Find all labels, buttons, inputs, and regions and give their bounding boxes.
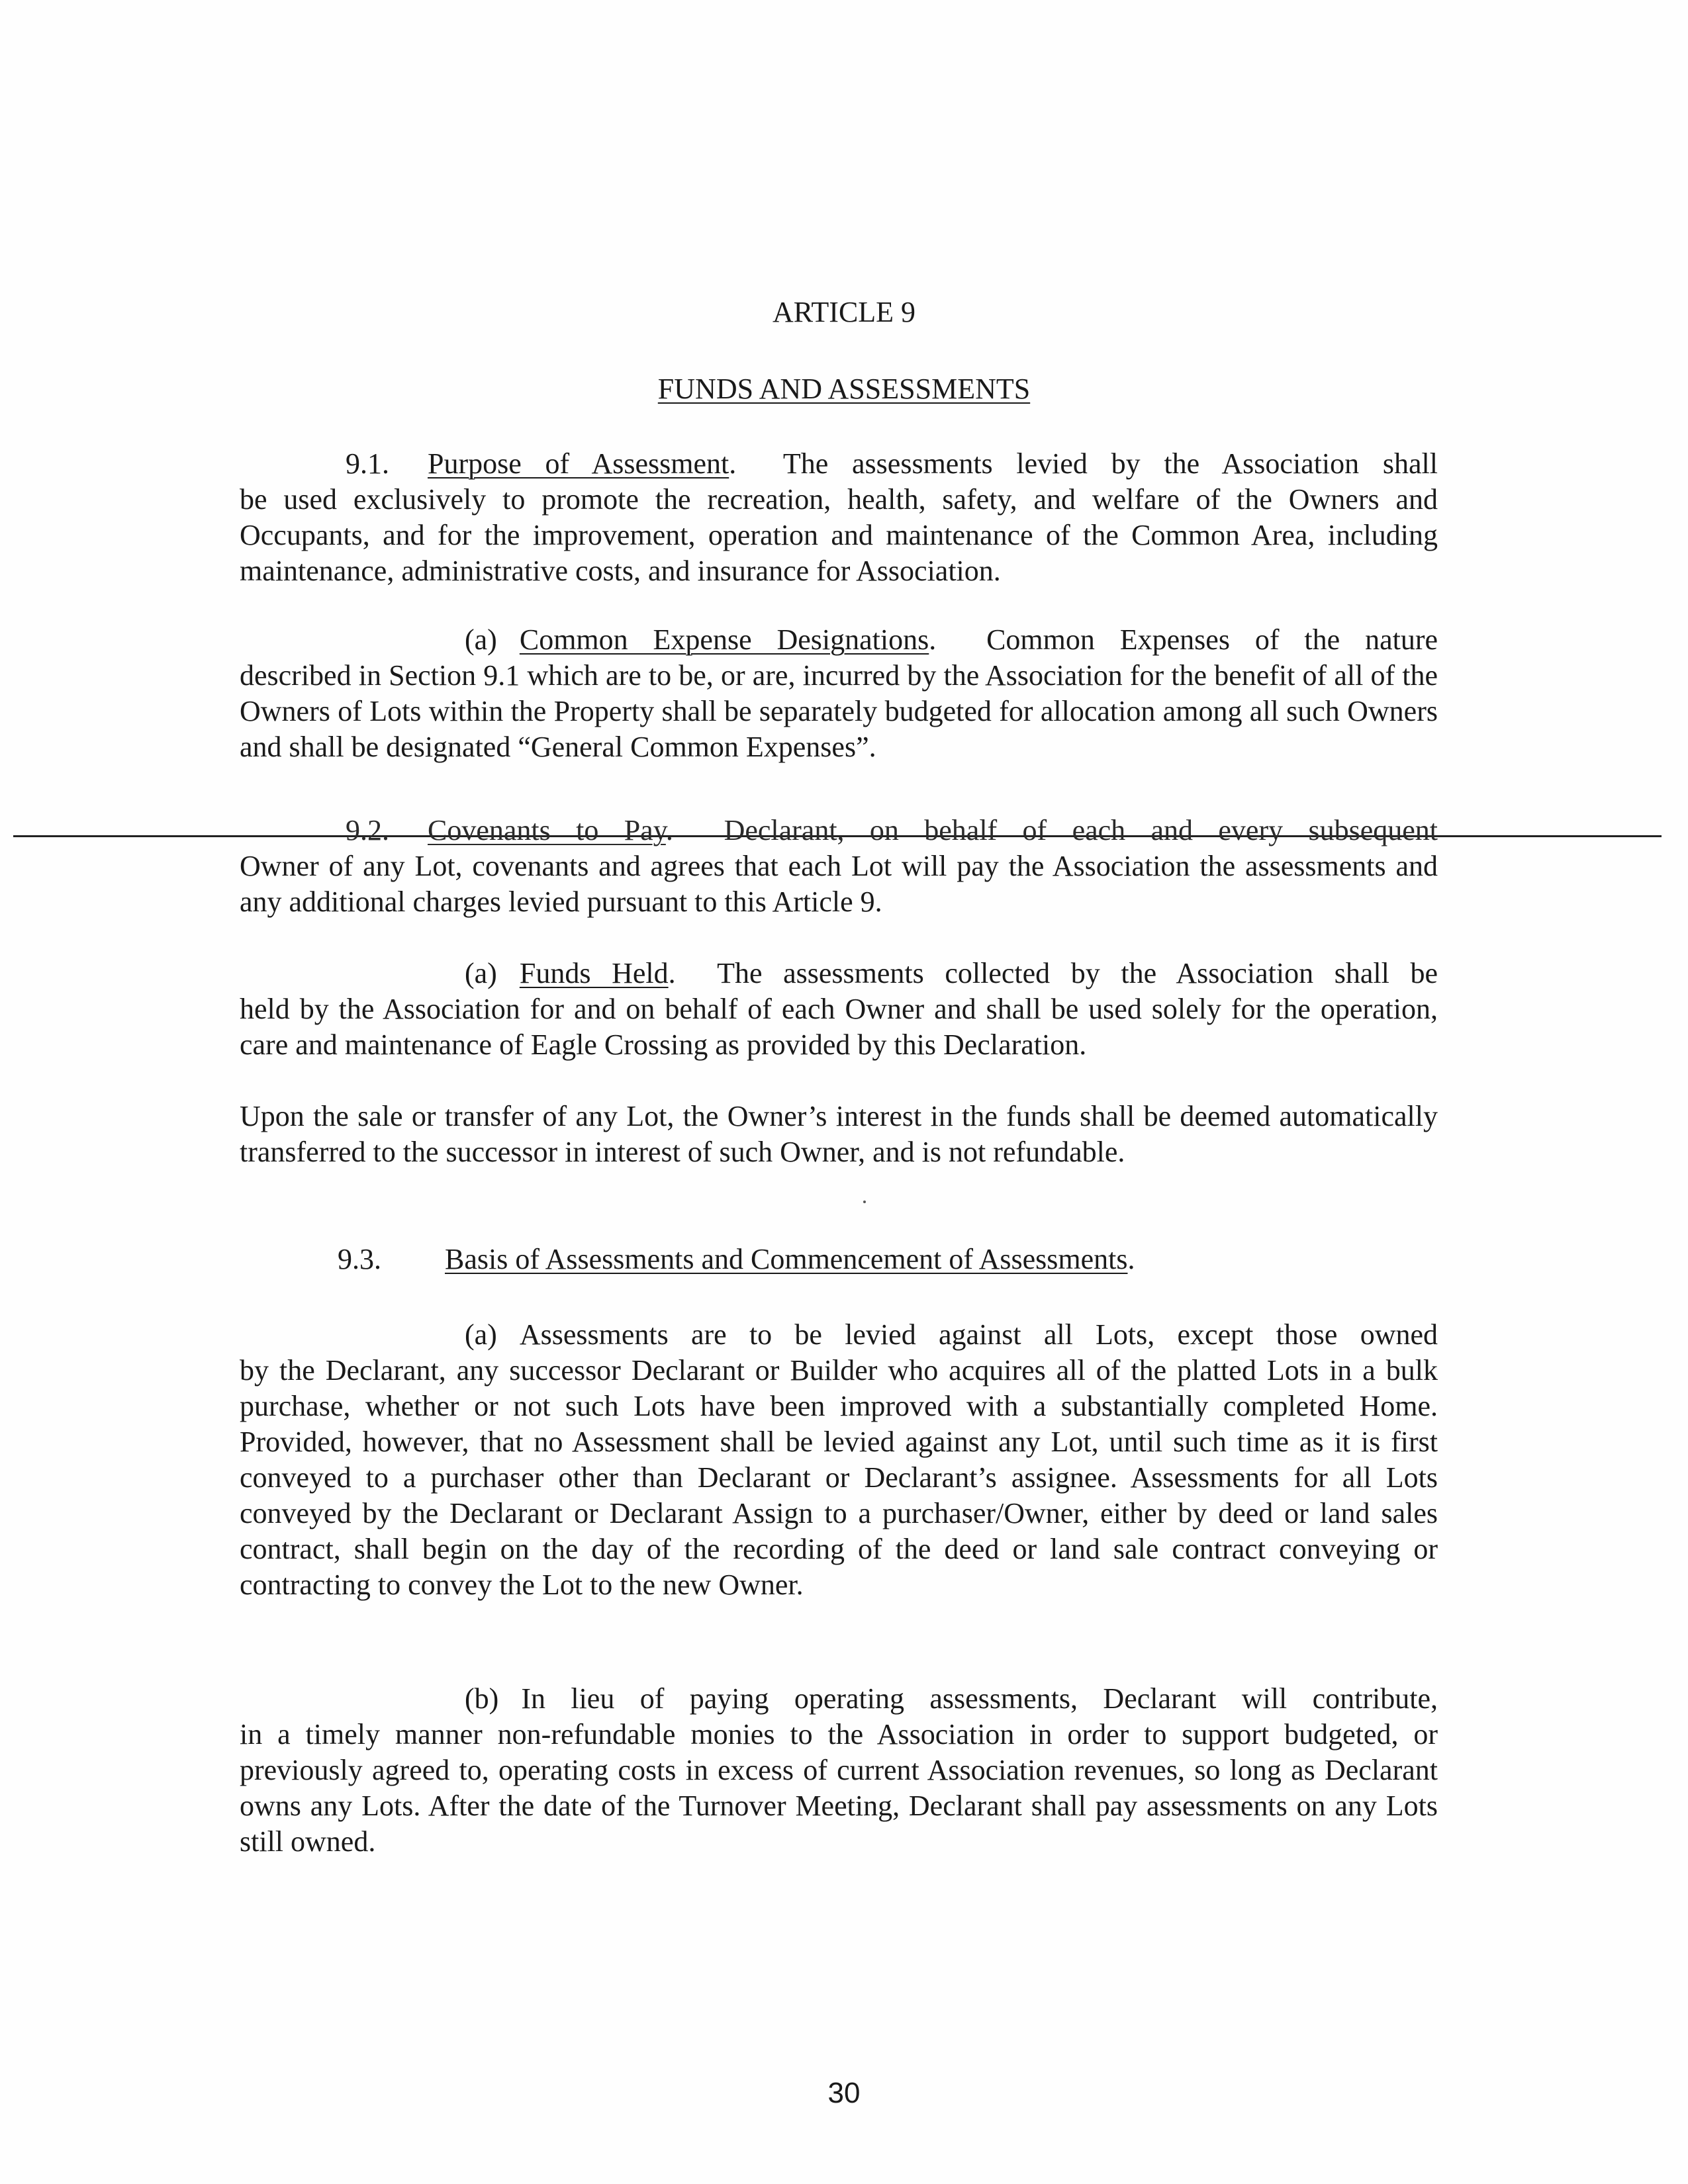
section-9-2-a-heading: Funds Held — [519, 957, 669, 989]
section-9-3-a — [240, 1317, 1438, 1603]
section-9-1-a — [240, 622, 1438, 765]
section-9-2-heading: Covenants to Pay — [428, 814, 666, 846]
section-9-1-a-first-line: (a) Common Expense Designations. Common Expenses of the nature — [465, 623, 1438, 656]
section-9-2-a-first-line: (a) Funds Held. The assessments collected by the Association shall be — [465, 957, 1438, 989]
section-9-1-a-body: described in Section 9.1 which are to be, or are, incurred by the Association for the benefit of all of the Owners of Lots within the Property shall be separately budgeted for allocation among all such Owners and shall be designated “General Common Expenses”. — [240, 659, 1438, 763]
section-9-3-a-body: by the Declarant, any successor Declarant or Builder who acquires all of the platted Lots in a bulk purchase, whether or not such Lots have been improved with a substantially completed Home. Provided, however, that no Assessment shall be levied against any Lot, until such time as it is first conveyed to a purchaser other than Declarant or Declarant’s assignee. Assessments for all Lots conveyed by the Declarant or Declarant Assign to a purchaser/Owner, either by deed or land sales contract, shall begin on the day of the recording of the deed or land sale contract conveying or contracting to convey the Lot to the new Owner. — [240, 1354, 1438, 1601]
transfer-paragraph: Upon the sale or transfer of any Lot, the Owner’s interest in the funds shall be deemed automatically transferred to the successor in interest of such Owner, and is not refundable. — [240, 1100, 1438, 1168]
section-9-3-b-first-line: (b) In lieu of paying operating assessments, Declarant will contribute, — [465, 1682, 1438, 1715]
section-9-1-body: be used exclusively to promote the recreation, health, safety, and welfare of the Owners and Occupants, and for the improvement, operation and maintenance of the Common Area, including maintenance, administrative costs, and insurance for Association. — [240, 483, 1438, 587]
section-9-3-b-body: in a timely manner non-refundable monies to the Association in order to support budgeted, or previously agreed to, operating costs in excess of current Association revenues, so long as Declarant owns any Lots. After the date of the Turnover Meeting, Declarant shall pay assessments on any Lots still owned. — [240, 1718, 1438, 1858]
section-9-2-a-body: held by the Association for and on behalf of each Owner and shall be used solely for the operation, care and maintenance of Eagle Crossing as provided by this Declaration. — [240, 993, 1438, 1061]
scan-speck — [863, 1201, 866, 1203]
article-title: FUNDS AND ASSESSMENTS — [657, 373, 1031, 405]
section-9-3-b — [240, 1681, 1438, 1860]
section-9-1-first-line: 9.1. Purpose of Assessment. The assessments levied by the Association shall — [346, 447, 1438, 480]
section-9-2-body: Owner of any Lot, covenants and agrees that each Lot will pay the Association the assessments and any additional charges levied pursuant to this Article 9. — [240, 850, 1438, 918]
section-9-1 — [240, 446, 1438, 589]
section-9-1-a-heading: Common Expense Designations — [519, 623, 929, 656]
section-9-2-a — [240, 956, 1438, 1063]
section-9-3: 9.3. Basis of Assessments and Commencement of Assessments. — [338, 1243, 1135, 1275]
section-9-1-heading: Purpose of Assessment — [428, 447, 729, 480]
article-number: ARTICLE 9 — [772, 296, 916, 328]
section-9-2-first-line: 9.2. Covenants to Pay. Declarant, on behalf of each and every subsequent — [346, 814, 1438, 846]
page-number: 30 — [827, 2077, 861, 2109]
section-9-3-heading: Basis of Assessments and Commencement of Assessments — [445, 1243, 1128, 1275]
section-9-3-a-first-line: (a) Assessments are to be levied against all Lots, except those owned — [465, 1318, 1438, 1351]
